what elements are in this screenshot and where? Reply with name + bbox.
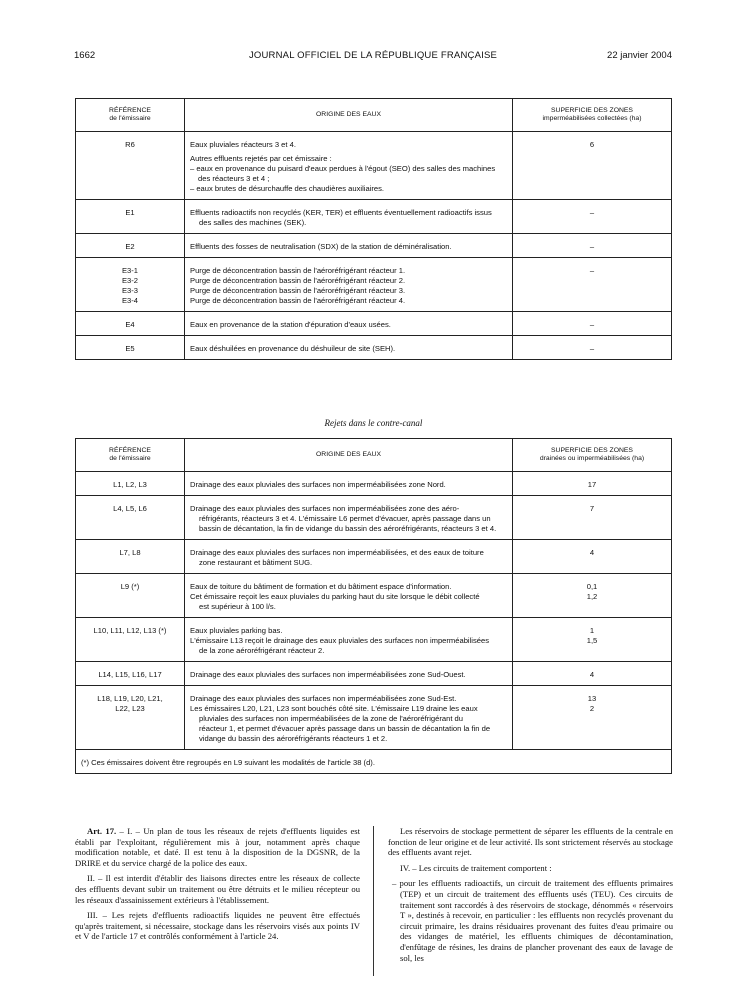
water-origin: Eaux de toiture du bâtiment de formation et du bâtiment espace d'information. Cet émissaire reçoit les eaux pluviales du parking haut du site lorsque le débit collecté est supérieur à 100 l/s. <box>185 574 513 618</box>
zone-surface: 0,1 1,2 <box>513 574 672 618</box>
header-origin: ORIGINE DES EAUX <box>185 439 513 472</box>
table-row <box>76 574 672 618</box>
emissaire-reference: L1, L2, L3 <box>76 472 185 496</box>
emissaire-reference: L18, L19, L20, L21, L22, L23 <box>76 686 185 750</box>
table-row <box>76 234 672 258</box>
emissaire-reference: E1 <box>76 200 185 234</box>
emissaire-reference: L7, L8 <box>76 540 185 574</box>
emissaire-reference: R6 <box>76 132 185 200</box>
body-column-right <box>388 826 673 963</box>
water-origin: Drainage des eaux pluviales des surfaces non imperméabilisées zone Nord. <box>185 472 513 496</box>
journal-title: JOURNAL OFFICIEL DE LA RÉPUBLIQUE FRANÇAISE <box>248 50 498 61</box>
paragraph: III. – Les rejets d'effluents radioactifs liquides ne peuvent être effectués qu'après traitement, si nécessaire, stockage dans les réservoirs visés aux points IV et V de l'article 17 et contrôlés conformément à l'article 24. <box>75 910 360 942</box>
emissaire-reference: L14, L15, L16, L17 <box>76 662 185 686</box>
table-caption: Rejets dans le contre-canal <box>324 418 423 428</box>
effluents-table-2 <box>75 438 672 774</box>
table-row <box>76 258 672 312</box>
water-origin: Eaux pluviales réacteurs 3 et 4. Autres effluents rejetés par cet émissaire : – eaux en provenance du puisard d'eaux perdues à l'égout (SEO) des salles des machines des réacteurs 3 et 4 ; – eaux brutes de désurchauffe des chaudières auxiliaires. <box>185 132 513 200</box>
effluents-table-1 <box>75 98 672 360</box>
emissaire-reference: E5 <box>76 336 185 360</box>
water-origin: Eaux pluviales parking bas. L'émissaire L13 reçoit le drainage des eaux pluviales des surfaces non imperméabilisées de la zone aéroréfrigérant réacteur 2. <box>185 618 513 662</box>
table-row <box>76 132 672 200</box>
paragraph: II. – Il est interdit d'établir des liaisons directes entre les réseaux de collecte des effluents devant subir un traitement ou être détruits et le milieu récepteur ou les réseaux d'assainissement extérieurs à l'établissement. <box>75 873 360 905</box>
water-origin: Effluents des fosses de neutralisation (SDX) de la station de déminéralisation. <box>185 234 513 258</box>
zone-surface: – <box>513 234 672 258</box>
zone-surface: 17 <box>513 472 672 496</box>
zone-surface: – <box>513 200 672 234</box>
table-row <box>76 618 672 662</box>
page-number: 1662 <box>74 50 96 61</box>
issue-date: 22 janvier 2004 <box>607 50 672 61</box>
zone-surface: 4 <box>513 662 672 686</box>
zone-surface: 13 2 <box>513 686 672 750</box>
header-reference: RÉFÉRENCE de l'émissaire <box>76 99 185 132</box>
emissaire-reference: E4 <box>76 312 185 336</box>
water-origin: Drainage des eaux pluviales des surfaces non imperméabilisées, et des eaux de toiture zone restaurant et bâtiment SUG. <box>185 540 513 574</box>
table-header-row <box>76 439 672 472</box>
zone-surface: 7 <box>513 496 672 540</box>
water-origin: Purge de déconcentration bassin de l'aéroréfrigérant réacteur 1. Purge de déconcentration bassin de l'aéroréfrigérant réacteur 2. Purge de déconcentration bassin de l'aéroréfrigérant réacteur 3. Purge de déconcentration bassin de l'aéroréfrigérant réacteur 4. <box>185 258 513 312</box>
body-column-left <box>75 826 360 947</box>
zone-surface: – <box>513 312 672 336</box>
water-origin: Eaux déshuilées en provenance du déshuileur de site (SEH). <box>185 336 513 360</box>
table-header-row <box>76 99 672 132</box>
emissaire-reference: L4, L5, L6 <box>76 496 185 540</box>
water-origin: Effluents radioactifs non recyclés (KER, TER) et effluents éventuellement radioactifs issus des salles des machines (SEK). <box>185 200 513 234</box>
water-origin: Eaux en provenance de la station d'épuration d'eaux usées. <box>185 312 513 336</box>
table-footnote: (*) Ces émissaires doivent être regroupés en L9 suivant les modalités de l'article 38 (d). <box>76 750 672 774</box>
table-row <box>76 200 672 234</box>
table-row <box>76 686 672 750</box>
header-origin: ORIGINE DES EAUX <box>185 99 513 132</box>
water-origin: Drainage des eaux pluviales des surfaces non imperméabilisées zone Sud-Ouest. <box>185 662 513 686</box>
zone-surface: 6 <box>513 132 672 200</box>
paragraph: IV. – Les circuits de traitement comportent : <box>400 862 552 873</box>
table-row <box>76 312 672 336</box>
water-origin: Drainage des eaux pluviales des surfaces non imperméabilisées zone des aéro- réfrigérants, réacteurs 3 et 4. L'émissaire L6 permet d'évacuer, après passage dans un bassin de décantation, la fin de vidange du bassin des aéroréfrigérants, réacteurs 3 et 4. <box>185 496 513 540</box>
emissaire-reference: L10, L11, L12, L13 (*) <box>76 618 185 662</box>
water-origin: Drainage des eaux pluviales des surfaces non imperméabilisées zone Sud-Est. Les émissaires L20, L21, L23 sont bouchés côté site. L'émissaire L19 draine les eaux pluviales des surfaces non imperméabilisées de la zone de l'aéroréfrigérant du réacteur 1, et permet d'évacuer après passage dans un bassin de décantation la fin de vidange du bassin des aéroréfrigérants réacteurs 1 et 2. <box>185 686 513 750</box>
footnote-row <box>76 750 672 774</box>
table-row <box>76 540 672 574</box>
zone-surface: 4 <box>513 540 672 574</box>
zone-surface: 1 1,5 <box>513 618 672 662</box>
header-surface: SUPERFICIE DES ZONES drainées ou imperméabilisées (ha) <box>513 439 672 472</box>
column-divider <box>373 826 374 976</box>
emissaire-reference: E2 <box>76 234 185 258</box>
emissaire-reference: E3-1 E3-2 E3-3 E3-4 <box>76 258 185 312</box>
list-item: – pour les effluents radioactifs, un circuit de traitement des effluents primaires (TEP) et un circuit de traitement des effluents usés (TEU). Ces circuits de traitement sont raccordés à des réservoirs de stockage, dénommés « réservoirs T », destinés à recevoir, en particulier : les effluents non recyclés provenant du circuit primaire, les drains résiduaires provenant des fuites d'eau primaire ou des vidanges de matériel, les effluents chimiques de décontamination, d'enfûtage de résines, les drains de plancher provenant des eaux de lavage de sol, les <box>392 878 673 963</box>
emissaire-reference: L9 (*) <box>76 574 185 618</box>
zone-surface: – <box>513 258 672 312</box>
table-row <box>76 336 672 360</box>
header-reference: RÉFÉRENCE de l'émissaire <box>76 439 185 472</box>
paragraph: Art. 17. – I. – Un plan de tous les réseaux de rejets d'effluents liquides est établi par l'exploitant, régulièrement mis à jour, notamment après chaque modification notable, et daté. Il est tenu à la disposition de la DGSNR, de la DRIRE et du service chargé de la police des eaux. <box>75 826 360 868</box>
table-row <box>76 662 672 686</box>
zone-surface: – <box>513 336 672 360</box>
table-row <box>76 496 672 540</box>
header-surface: SUPERFICIE DES ZONES imperméabilisées collectées (ha) <box>513 99 672 132</box>
paragraph: Les réservoirs de stockage permettent de séparer les effluents de la centrale en fonction de leur origine et de leur activité. Ils sont strictement réservés au stockage des effluents avant rejet. <box>388 826 673 858</box>
table-row <box>76 472 672 496</box>
